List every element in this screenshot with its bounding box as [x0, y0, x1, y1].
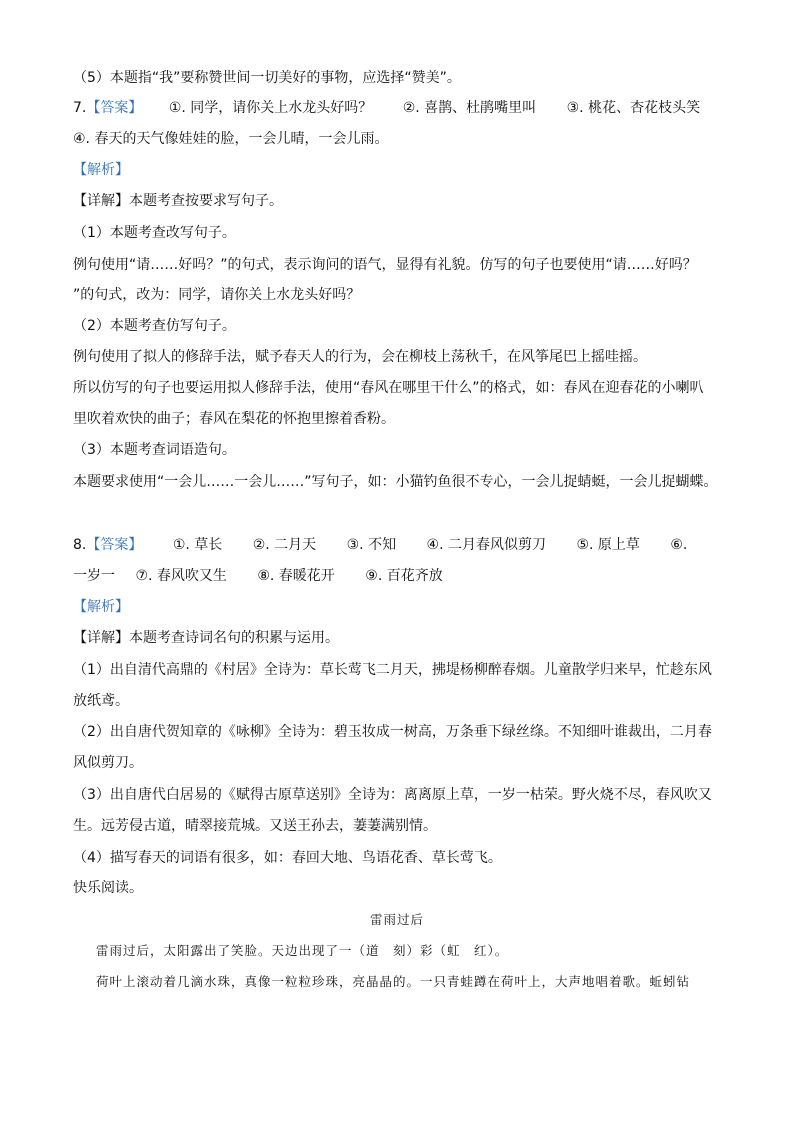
- q8-answer-line-2: [73, 566, 443, 586]
- text-line: （3）本题考查词语造句。: [73, 442, 236, 458]
- text-line: 生。远芳侵古道，晴翠接荒城。又送王孙去，萋萋满别情。: [73, 818, 437, 834]
- answer-tag: 【答案】: [86, 100, 143, 116]
- question-number: 8.: [73, 537, 87, 553]
- answer-option: 一岁一: [73, 568, 115, 584]
- answer-option: ④. 二月春风似剪刀: [426, 537, 546, 553]
- answer-option: ①. 草长: [172, 537, 223, 553]
- answer-option: ⑨. 百花齐放: [365, 568, 443, 584]
- answer-option: ②. 二月天: [252, 537, 317, 553]
- answer-option: ②. 喜鹊、杜鹃嘴里叫: [402, 100, 537, 116]
- answer-option: ⑦. 春风吹又生: [135, 568, 227, 584]
- analysis-tag: 【解析】: [73, 162, 129, 178]
- answer-option: ⑥.: [670, 537, 688, 553]
- story-paragraph: 雷雨过后，太阳露出了笑脸。天边出现了一（道 刻）彩（虹 红）。: [96, 943, 509, 958]
- answer-tag: 【答案】: [86, 537, 143, 553]
- detail-line: 【详解】本题考查按要求写句子。: [73, 193, 283, 209]
- text-line: 里吹着欢快的曲子；春风在梨花的怀抱里擦着香粉。: [73, 411, 395, 427]
- answer-option: ③. 不知: [346, 537, 397, 553]
- text-line: （4）描写春天的词语有很多，如：春回大地、鸟语花香、草长莺飞。: [73, 850, 502, 866]
- text-line: （2）本题考查仿写句子。: [73, 318, 236, 334]
- text-line: （1）本题考查改写句子。: [73, 225, 236, 241]
- analysis-tag: 【解析】: [73, 599, 129, 615]
- text-line: 所以仿写的句子也要运用拟人修辞手法，使用“春风在哪里干什么”的格式，如：春风在迎春花的小喇叭: [73, 380, 704, 396]
- text-line: （3）出自唐代白居易的《赋得古原草送别》全诗为：离离原上草，一岁一枯荣。野火烧不尽，春风吹又: [73, 787, 712, 803]
- text-line: （5）本题指“我”要称赞世间一切美好的事物，应选择“赞美”。: [73, 70, 461, 86]
- text-line: ”的句式，改为：同学，请你关上水龙头好吗？: [73, 287, 361, 303]
- answer-option: ⑤. 原上草: [576, 537, 640, 553]
- q7-answer-line: [73, 98, 700, 118]
- text-line: 例句使用了拟人的修辞手法，赋予春天人的行为，会在柳枝上荡秋千，在风筝尾巴上摇哇摇。: [73, 349, 647, 365]
- text-line: 例句使用“请……好吗？”的句式，表示询问的语气，显得有礼貌。仿写的句子也要使用“请……好吗？: [73, 257, 697, 273]
- text-line: （2）出自唐代贺知章的《咏柳》全诗为：碧玉妆成一树高，万条垂下绿丝绦。不知细叶谁裁出，二月春: [73, 724, 712, 740]
- text-line: 本题要求使用“一会儿……一会儿……”写句子，如：小猫钓鱼很不专心，一会儿捉蜻蜓，一会儿捉蝴蝶。: [73, 474, 718, 490]
- section-heading: 快乐阅读。: [73, 880, 143, 896]
- answer-option: ④. 春天的天气像娃娃的脸，一会儿晴，一会儿雨。: [73, 131, 389, 147]
- answer-option: ③. 桃花、杏花枝头笑: [566, 100, 701, 116]
- text-line: 风似剪刀。: [73, 755, 143, 771]
- answer-option: ⑧. 春暖花开: [257, 568, 335, 584]
- text-line: 放纸鸢。: [73, 693, 129, 709]
- story-paragraph: 荷叶上滚动着几滴水珠，真像一粒粒珍珠，亮晶晶的。一只青蛙蹲在荷叶上，大声地唱着歌。蚯蚓钻: [96, 974, 691, 989]
- question-number: 7.: [73, 100, 87, 116]
- story-title: 雷雨过后: [369, 912, 424, 927]
- detail-line: 【详解】本题考查诗词名句的积累与运用。: [73, 630, 339, 646]
- answer-option: ①. 同学，请你关上水龙头好吗？: [168, 100, 373, 116]
- q8-answer-line: [73, 535, 687, 555]
- text-line: （1）出自清代高鼎的《村居》全诗为：草长莺飞二月天，拂堤杨柳醉春烟。儿童散学归来早，忙趁东风: [73, 662, 712, 678]
